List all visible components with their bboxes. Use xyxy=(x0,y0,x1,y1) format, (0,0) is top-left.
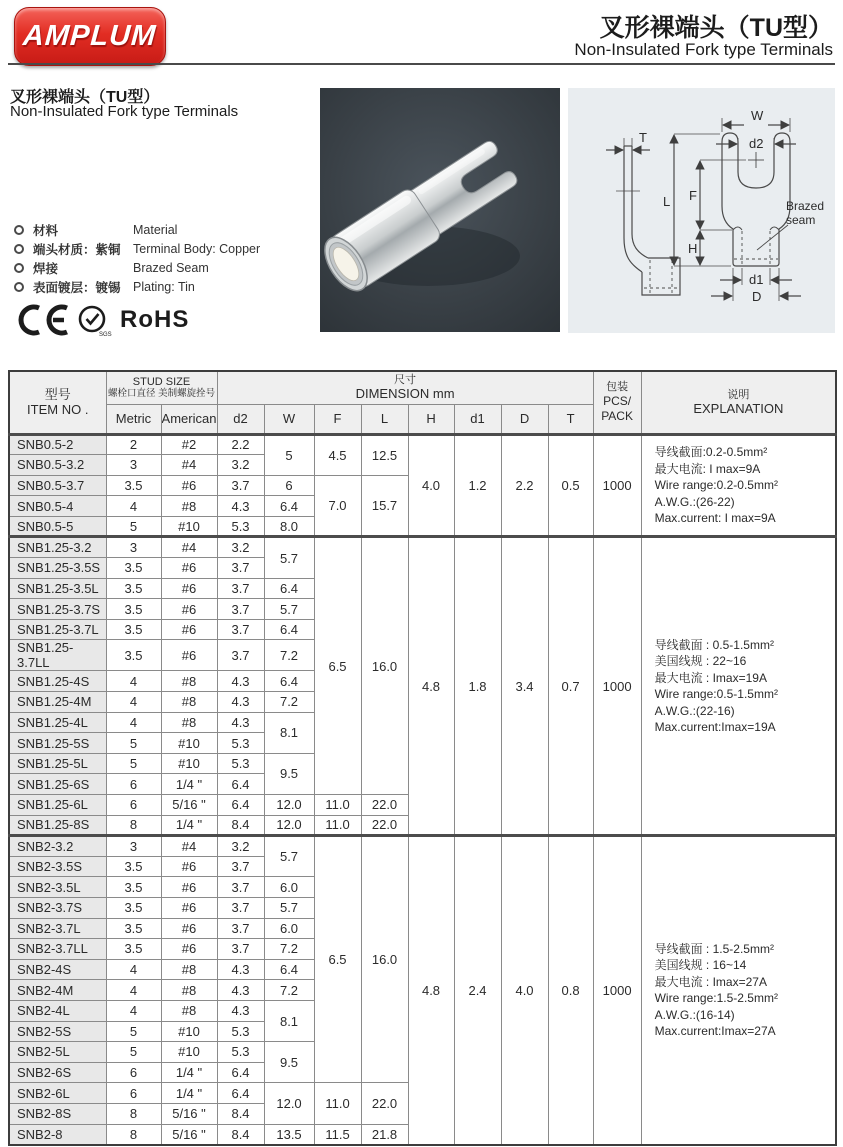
item-cell: SNB0.5-3.2 xyxy=(9,455,106,476)
data-cell: 3.2 xyxy=(217,537,264,558)
data-cell: 11.5 xyxy=(314,1124,361,1145)
data-cell: 4.0 xyxy=(408,434,454,537)
data-cell: 0.8 xyxy=(548,836,593,1145)
data-cell: #4 xyxy=(161,537,217,558)
data-cell: 6.4 xyxy=(217,774,264,795)
data-cell: 5.3 xyxy=(217,1042,264,1063)
data-cell: 3.7 xyxy=(217,856,264,877)
data-cell: 3.2 xyxy=(217,836,264,857)
data-cell: 3.7 xyxy=(217,599,264,620)
bullet-icon xyxy=(14,225,24,235)
col-header-american: American xyxy=(161,404,217,434)
data-cell: 1/4 " xyxy=(161,1062,217,1083)
bullet-icon xyxy=(14,263,24,273)
item-cell: SNB2-8S xyxy=(9,1103,106,1124)
section-title-en: Non-Insulated Fork type Terminals xyxy=(10,103,239,120)
item-cell: SNB2-5S xyxy=(9,1021,106,1042)
certification-marks xyxy=(12,301,189,339)
data-cell: 6 xyxy=(106,795,161,816)
explanation-cell: 导线截面:0.2-0.5mm² 最大电流: I max=9A Wire range:0.2-0.5mm² A.W.G.:(26-22) Max.current: I max=9A xyxy=(641,434,836,537)
table-row xyxy=(9,537,836,558)
cert-circle-icon xyxy=(80,307,112,338)
col-header-d: D xyxy=(501,404,548,434)
item-cell: SNB1.25-5S xyxy=(9,733,106,754)
data-cell: 8 xyxy=(106,815,161,836)
data-cell: 4 xyxy=(106,496,161,517)
data-cell: #8 xyxy=(161,496,217,517)
data-cell: 8.0 xyxy=(264,516,314,537)
item-cell: SNB2-3.7LL xyxy=(9,939,106,960)
data-cell: 6.4 xyxy=(264,578,314,599)
data-cell: 3.7 xyxy=(217,558,264,579)
data-cell: 5.7 xyxy=(264,599,314,620)
data-cell: 5 xyxy=(106,516,161,537)
data-cell: #8 xyxy=(161,980,217,1001)
data-cell: 5.3 xyxy=(217,1021,264,1042)
material-list xyxy=(14,221,314,297)
data-cell: 5/16 " xyxy=(161,1124,217,1145)
data-cell: 8.4 xyxy=(217,1103,264,1124)
material-en: Plating: Tin xyxy=(133,280,195,294)
data-cell: #10 xyxy=(161,1021,217,1042)
data-cell: 3.5 xyxy=(106,897,161,918)
data-cell: 4 xyxy=(106,980,161,1001)
item-cell: SNB0.5-2 xyxy=(9,434,106,455)
data-cell: 4.3 xyxy=(217,959,264,980)
data-cell: 22.0 xyxy=(361,795,408,816)
item-cell: SNB0.5-5 xyxy=(9,516,106,537)
item-cell: SNB2-3.5L xyxy=(9,877,106,898)
data-cell: #6 xyxy=(161,918,217,939)
spec-table xyxy=(8,370,837,1146)
data-cell: 4.8 xyxy=(408,836,454,1145)
data-cell: #6 xyxy=(161,558,217,579)
item-cell: SNB2-4L xyxy=(9,1000,106,1021)
data-cell: 21.8 xyxy=(361,1124,408,1145)
data-cell: 5 xyxy=(106,753,161,774)
data-cell: 6.4 xyxy=(217,795,264,816)
page-title-en: Non-Insulated Fork type Terminals xyxy=(574,40,833,59)
data-cell: #6 xyxy=(161,877,217,898)
data-cell: 7.2 xyxy=(264,939,314,960)
data-cell: 3.7 xyxy=(217,578,264,599)
data-cell: 6.0 xyxy=(264,918,314,939)
data-cell: 5.7 xyxy=(264,537,314,578)
dim-label-f: F xyxy=(689,188,697,203)
material-row xyxy=(14,259,314,277)
table-header xyxy=(9,371,836,434)
data-cell: 3.7 xyxy=(217,877,264,898)
data-cell: #4 xyxy=(161,455,217,476)
data-cell: 12.5 xyxy=(361,434,408,475)
data-cell: 8 xyxy=(106,1103,161,1124)
data-cell: 5 xyxy=(106,733,161,754)
data-cell: 4 xyxy=(106,1000,161,1021)
data-cell: 4 xyxy=(106,671,161,692)
data-cell: 11.0 xyxy=(314,795,361,816)
col-header-d2: d2 xyxy=(217,404,264,434)
explanation-cell: 导线截面 : 0.5-1.5mm² 美国线规 : 22~16 最大电流 : Imax=19A Wire range:0.5-1.5mm² A.W.G.:(22-16) Max.current:Imax=19A xyxy=(641,537,836,836)
header-divider xyxy=(8,63,835,65)
data-cell: 4.0 xyxy=(501,836,548,1145)
data-cell: #4 xyxy=(161,836,217,857)
col-header-l: L xyxy=(361,404,408,434)
data-cell: #6 xyxy=(161,640,217,671)
item-cell: SNB2-5L xyxy=(9,1042,106,1063)
data-cell: 3.7 xyxy=(217,918,264,939)
data-cell: 12.0 xyxy=(264,1083,314,1124)
data-cell: 3.5 xyxy=(106,475,161,496)
data-cell: 3.5 xyxy=(106,939,161,960)
data-cell: 3.5 xyxy=(106,578,161,599)
data-cell: 13.5 xyxy=(264,1124,314,1145)
item-cell: SNB2-6S xyxy=(9,1062,106,1083)
data-cell: 7.2 xyxy=(264,640,314,671)
brand-logo xyxy=(14,7,166,66)
data-cell: 8.4 xyxy=(217,815,264,836)
data-cell: 3.5 xyxy=(106,599,161,620)
product-photo xyxy=(320,88,560,332)
item-cell: SNB1.25-3.5L xyxy=(9,578,106,599)
data-cell: 1000 xyxy=(593,537,641,836)
data-cell: 5.7 xyxy=(264,836,314,877)
brazed-seam-label-1: Brazed xyxy=(786,199,825,213)
data-cell: 3.5 xyxy=(106,558,161,579)
item-cell: SNB1.25-3.7L xyxy=(9,619,106,640)
data-cell: #2 xyxy=(161,434,217,455)
data-cell: 5.7 xyxy=(264,897,314,918)
table-body xyxy=(9,434,836,1145)
data-cell: 6.4 xyxy=(217,1083,264,1104)
data-cell: 1/4 " xyxy=(161,815,217,836)
section-title-zh: 叉形裸端头（TU型） xyxy=(10,89,160,106)
data-cell: 8.1 xyxy=(264,1000,314,1041)
item-cell: SNB1.25-5L xyxy=(9,753,106,774)
item-cell: SNB1.25-3.2 xyxy=(9,537,106,558)
data-cell: 4.8 xyxy=(408,537,454,836)
col-header-w: W xyxy=(264,404,314,434)
dim-label-d: D xyxy=(752,289,762,304)
data-cell: #8 xyxy=(161,712,217,733)
brand-logo-text: AMPLUM xyxy=(22,20,158,52)
data-cell: 4.3 xyxy=(217,692,264,713)
data-cell: 6.5 xyxy=(314,836,361,1083)
data-cell: 3.7 xyxy=(217,475,264,496)
data-cell: 9.5 xyxy=(264,1042,314,1083)
data-cell: 8 xyxy=(106,1124,161,1145)
col-header-explanation: 说明 EXPLANATION xyxy=(641,371,836,434)
item-cell: SNB1.25-6L xyxy=(9,795,106,816)
data-cell: 6 xyxy=(106,1083,161,1104)
data-cell: 4.3 xyxy=(217,712,264,733)
material-row xyxy=(14,221,314,239)
data-cell: 12.0 xyxy=(264,795,314,816)
data-cell: 3.7 xyxy=(217,939,264,960)
data-cell: 22.0 xyxy=(361,1083,408,1124)
data-cell: 2.2 xyxy=(501,434,548,537)
rohs-label: RoHS xyxy=(120,306,190,333)
data-cell: 4.5 xyxy=(314,434,361,475)
item-cell: SNB2-8 xyxy=(9,1124,106,1145)
data-cell: #10 xyxy=(161,516,217,537)
data-cell: 3.2 xyxy=(217,455,264,476)
data-cell: 7.2 xyxy=(264,692,314,713)
data-cell: 6.0 xyxy=(264,877,314,898)
data-cell: #8 xyxy=(161,1000,217,1021)
data-cell: 3.7 xyxy=(217,619,264,640)
col-header-metric: Metric xyxy=(106,404,161,434)
data-cell: 4 xyxy=(106,692,161,713)
data-cell: 6.4 xyxy=(264,959,314,980)
data-cell: 3.5 xyxy=(106,856,161,877)
data-cell: 3.5 xyxy=(106,877,161,898)
data-cell: 5 xyxy=(106,1021,161,1042)
data-cell: #8 xyxy=(161,671,217,692)
data-cell: 6 xyxy=(264,475,314,496)
item-cell: SNB2-3.2 xyxy=(9,836,106,857)
item-cell: SNB2-4S xyxy=(9,959,106,980)
data-cell: 7.2 xyxy=(264,980,314,1001)
dim-label-t: T xyxy=(639,130,647,145)
data-cell: #6 xyxy=(161,939,217,960)
data-cell: #6 xyxy=(161,619,217,640)
data-cell: 6.5 xyxy=(314,537,361,795)
material-en: Terminal Body: Copper xyxy=(133,242,261,256)
data-cell: 6.4 xyxy=(264,619,314,640)
item-cell: SNB1.25-4S xyxy=(9,671,106,692)
data-cell: 7.0 xyxy=(314,475,361,537)
data-cell: 6 xyxy=(106,1062,161,1083)
page-title-zh: 叉形裸端头（TU型） xyxy=(599,14,833,42)
bullet-icon xyxy=(14,244,24,254)
data-cell: 16.0 xyxy=(361,836,408,1083)
data-cell: 1000 xyxy=(593,836,641,1145)
data-cell: 2 xyxy=(106,434,161,455)
dim-label-d2: d2 xyxy=(749,136,764,151)
data-cell: #10 xyxy=(161,733,217,754)
data-cell: #6 xyxy=(161,856,217,877)
item-cell: SNB0.5-3.7 xyxy=(9,475,106,496)
data-cell: 2.4 xyxy=(454,836,501,1145)
item-cell: SNB2-6L xyxy=(9,1083,106,1104)
data-cell: 4.3 xyxy=(217,671,264,692)
data-cell: #8 xyxy=(161,959,217,980)
col-header-t: T xyxy=(548,404,593,434)
item-cell: SNB0.5-4 xyxy=(9,496,106,517)
material-zh: 焊接 xyxy=(33,262,59,276)
data-cell: 1000 xyxy=(593,434,641,537)
data-cell: 5 xyxy=(106,1042,161,1063)
item-cell: SNB1.25-6S xyxy=(9,774,106,795)
data-cell: 3.4 xyxy=(501,537,548,836)
data-cell: #10 xyxy=(161,753,217,774)
data-cell: #10 xyxy=(161,1042,217,1063)
data-cell: #6 xyxy=(161,897,217,918)
data-cell: 3.5 xyxy=(106,619,161,640)
data-cell: #6 xyxy=(161,599,217,620)
col-header-dimension: 尺寸 DIMENSION mm xyxy=(217,371,593,404)
data-cell: 22.0 xyxy=(361,815,408,836)
item-cell: SNB2-3.7S xyxy=(9,897,106,918)
ce-mark-icon xyxy=(12,301,114,339)
data-cell: 3.7 xyxy=(217,640,264,671)
data-cell: 4.3 xyxy=(217,496,264,517)
bullet-icon xyxy=(14,282,24,292)
material-zh: 材料 xyxy=(33,224,59,238)
data-cell: 5.3 xyxy=(217,733,264,754)
material-zh: 表面镀层：镀锡 xyxy=(33,281,121,295)
data-cell: 3.5 xyxy=(106,918,161,939)
data-cell: 5.3 xyxy=(217,753,264,774)
col-header-stud-size: STUD SIZE 螺栓口直径 美制螺旋拴号 xyxy=(106,371,217,404)
dimension-diagram xyxy=(568,88,835,333)
data-cell: 6.4 xyxy=(264,671,314,692)
item-cell: SNB1.25-3.7LL xyxy=(9,640,106,671)
data-cell: 11.0 xyxy=(314,1083,361,1124)
data-cell: 0.5 xyxy=(548,434,593,537)
material-en: Brazed Seam xyxy=(133,261,209,275)
item-cell: SNB2-3.5S xyxy=(9,856,106,877)
data-cell: #6 xyxy=(161,578,217,599)
data-cell: 6.4 xyxy=(264,496,314,517)
data-cell: 5/16 " xyxy=(161,795,217,816)
data-cell: 1.2 xyxy=(454,434,501,537)
col-header-item: 型号 ITEM NO . xyxy=(9,371,106,434)
table-row xyxy=(9,836,836,857)
data-cell: 6 xyxy=(106,774,161,795)
data-cell: 8.4 xyxy=(217,1124,264,1145)
data-cell: 5.3 xyxy=(217,516,264,537)
data-cell: 9.5 xyxy=(264,753,314,794)
dim-label-h: H xyxy=(688,241,698,256)
item-cell: SNB2-3.7L xyxy=(9,918,106,939)
item-cell: SNB1.25-3.5S xyxy=(9,558,106,579)
data-cell: 8.1 xyxy=(264,712,314,753)
item-cell: SNB1.25-3.7S xyxy=(9,599,106,620)
data-cell: #6 xyxy=(161,475,217,496)
data-cell: 16.0 xyxy=(361,537,408,795)
data-cell: 1/4 " xyxy=(161,774,217,795)
item-cell: SNB2-4M xyxy=(9,980,106,1001)
dim-label-w: W xyxy=(751,108,764,123)
data-cell: 3 xyxy=(106,836,161,857)
material-en: Material xyxy=(133,223,178,237)
sgs-label: SGS xyxy=(99,332,112,338)
data-cell: 4 xyxy=(106,959,161,980)
terminal-photo-illustration xyxy=(320,88,560,332)
data-cell: 12.0 xyxy=(264,815,314,836)
data-cell: 5 xyxy=(264,434,314,475)
table-row xyxy=(9,434,836,455)
dim-label-l: L xyxy=(663,194,671,209)
brazed-seam-label-2: seam xyxy=(786,213,816,227)
data-cell: 3.7 xyxy=(217,897,264,918)
data-cell: 6.4 xyxy=(217,1062,264,1083)
material-row xyxy=(14,240,314,258)
data-cell: 4.3 xyxy=(217,1000,264,1021)
data-cell: 3 xyxy=(106,455,161,476)
data-cell: #8 xyxy=(161,692,217,713)
item-cell: SNB1.25-4L xyxy=(9,712,106,733)
data-cell: 4 xyxy=(106,712,161,733)
data-cell: 1.8 xyxy=(454,537,501,836)
col-header-h: H xyxy=(408,404,454,434)
explanation-cell: 导线截面 : 1.5-2.5mm² 美国线规 : 16~14 最大电流 : Imax=27A Wire range:1.5-2.5mm² A.W.G.:(16-14) Max.current:Imax=27A xyxy=(641,836,836,1145)
data-cell: 15.7 xyxy=(361,475,408,537)
data-cell: 11.0 xyxy=(314,815,361,836)
data-cell: 4.3 xyxy=(217,980,264,1001)
material-row xyxy=(14,278,314,296)
item-cell: SNB1.25-8S xyxy=(9,815,106,836)
data-cell: 3.5 xyxy=(106,640,161,671)
material-zh: 端头材质：紫铜 xyxy=(33,243,121,257)
data-cell: 2.2 xyxy=(217,434,264,455)
data-cell: 1/4 " xyxy=(161,1083,217,1104)
data-cell: 5/16 " xyxy=(161,1103,217,1124)
dim-label-d1: d1 xyxy=(749,272,764,287)
item-cell: SNB1.25-4M xyxy=(9,692,106,713)
data-cell: 0.7 xyxy=(548,537,593,836)
col-header-f: F xyxy=(314,404,361,434)
col-header-d1: d1 xyxy=(454,404,501,434)
col-header-pack: 包装 PCS/ PACK xyxy=(593,371,641,434)
data-cell: 3 xyxy=(106,537,161,558)
